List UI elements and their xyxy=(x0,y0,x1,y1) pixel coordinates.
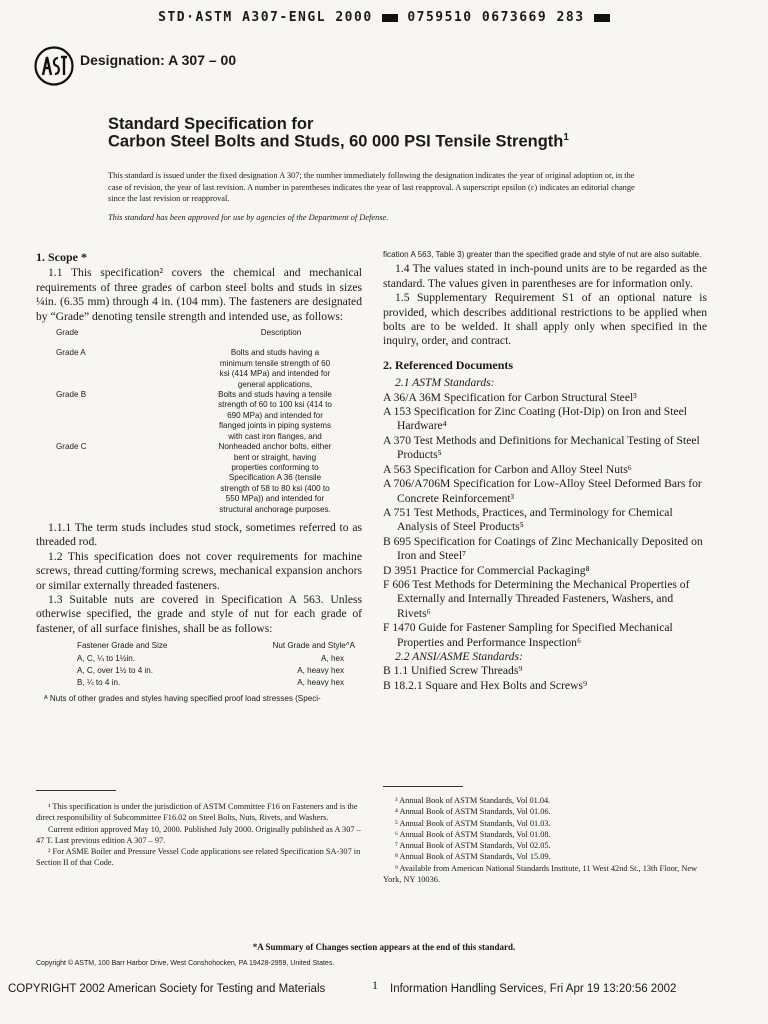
reference-item: A 153 Specification for Zinc Coating (Hot-Dip) on Iron and Steel Hardware⁴ xyxy=(383,405,687,433)
title-line-2 xyxy=(108,132,569,152)
fastener-header: Fastener Grade and Size xyxy=(77,641,168,651)
paragraph-1-1-1: 1.1.1 The term studs includes stud stock, sometimes referred to as threaded rod. xyxy=(36,520,362,549)
astm-standards-heading: 2.1 ASTM Standards: xyxy=(395,376,495,390)
reference-item: F 1470 Guide for Fastener Sampling for Specified Mechanical Properties and Performance Inspection⁶ xyxy=(383,621,673,649)
description-header: Description xyxy=(260,328,302,338)
nut-cell: A, heavy hex xyxy=(297,678,344,688)
reference-item: B 18.2.1 Square and Hex Bolts and Screws⁹ xyxy=(383,678,588,692)
title-text: Carbon Steel Bolts and Studs, 60 000 PSI Tensile Strength xyxy=(108,132,564,151)
copyright-notice: COPYRIGHT 2002 American Society for Testing and Materials xyxy=(8,983,326,995)
title-footnote-marker: 1 xyxy=(563,132,569,143)
description-cell: Bolts and studs having a tensile strength of 60 to 100 ksi (414 to 690 MPa) and intended for flanged joints in piping systems with cast iron flanges, and xyxy=(218,390,332,441)
table-row xyxy=(76,677,356,689)
title-line-1: Standard Specification for xyxy=(108,115,314,133)
footnote: Current edition approved May 10, 2000. Published July 2000. Originally published as A 307 – 47 T. Last previous edition A 307 – 97. xyxy=(36,824,361,845)
summary-of-changes-note: *A Summary of Changes section appears at the end of this standard. xyxy=(252,942,516,952)
footnote: ⁵ Annual Book of ASTM Standards, Vol 01.03. xyxy=(395,818,551,828)
black-bar xyxy=(382,14,398,22)
footnote-rule xyxy=(383,786,463,787)
reference-item: B 695 Specification for Coatings of Zinc Mechanically Deposited on Iron and Steel⁷ xyxy=(383,534,703,563)
scope-heading: 1. Scope * xyxy=(36,250,87,264)
paragraph-1-3: 1.3 Suitable nuts are covered in Specification A 563. Unless otherwise specified, the grade and style of nut for each grade of fastener, of all surface finishes, shall be as follows: xyxy=(36,592,362,635)
table-row xyxy=(56,348,356,390)
reference-item: A 706/A706M Specification for Low-Alloy Steel Deformed Bars for Concrete Reinforcement³ xyxy=(383,477,702,505)
paragraph-1-2: 1.2 This specification does not cover requirements for machine screws, thread cutting/forming screws, mechanical expansion anchors or similar externally threaded fasteners. xyxy=(36,549,362,592)
left-footnotes xyxy=(36,790,362,869)
referenced-documents-heading: 2. Referenced Documents xyxy=(383,357,514,372)
page-number: 1 xyxy=(372,978,378,992)
reference-item: A 751 Test Methods, Practices, and Terminology for Chemical Analysis of Steel Products⁵ xyxy=(383,505,673,534)
footnote: ³ Annual Book of ASTM Standards, Vol 01.04. xyxy=(395,796,551,805)
grade-header: Grade xyxy=(56,328,79,338)
table-row xyxy=(56,390,356,442)
footnote-rule xyxy=(36,790,116,791)
grade-table xyxy=(56,328,356,515)
nut-cell: A, hex xyxy=(321,653,344,663)
fastener-cell: B, ¼ to 4 in. xyxy=(77,678,121,688)
left-column xyxy=(36,250,362,704)
table-row xyxy=(76,665,356,677)
paragraph-1-1: 1.1 This specification² covers the chemical and mechanical requirements of three grades of carbon steel bolts and studs in sizes ¼in. (6.35 mm) through 4 in. (104 mm). The fasteners are designated by “Grade” denoting tensile strength and intended use, as follows: xyxy=(36,266,362,323)
right-column xyxy=(383,250,707,693)
description-cell: Bolts and studs having a minimum tensile strength of 60 ksi (414 MPa) and intended for general applications, xyxy=(219,348,331,389)
footnote: ⁷ Annual Book of ASTM Standards, Vol 02.05. xyxy=(395,841,551,851)
reference-item: D 3951 Practice for Commercial Packaging⁸ xyxy=(383,563,590,577)
paragraph-1-4: 1.4 The values stated in inch-pound units are to be regarded as the standard. The values given in parentheses are for information only. xyxy=(383,262,707,290)
nut-table-note: ᴬ Nuts of other grades and styles having specified proof load stresses (Speci- xyxy=(44,693,321,703)
footnote: ⁶ Annual Book of ASTM Standards, Vol 01.08. xyxy=(395,829,551,839)
code-line-text: STD·ASTM A307-ENGL 2000 xyxy=(158,10,373,25)
table-row xyxy=(76,653,356,665)
footnote: ⁸ Annual Book of ASTM Standards, Vol 15.09. xyxy=(395,852,551,862)
right-footnotes xyxy=(383,786,707,885)
reference-item: A 370 Test Methods and Definitions for Mechanical Testing of Steel Products⁵ xyxy=(383,433,700,462)
fastener-cell: A, C, ¼ to 1½in. xyxy=(77,653,136,663)
nut-cell: A, heavy hex xyxy=(297,666,344,675)
nut-header: Nut Grade and Style^A xyxy=(272,641,355,651)
nut-table xyxy=(76,640,356,690)
footnote: ⁹ Available from American National Standards Institute, 11 West 42nd St., 13th Floor, New York, NY 10036. xyxy=(383,863,697,885)
issuance-notice: This standard is issued under the fixed designation A 307; the number immediately following the designation indicates the year of original adoption or, in the case of revision, the year of last revision. A number in parentheses indicates the year of last reapproval. A superscript epsilon (ε) indicates an editorial change since the last revision or reapproval. xyxy=(108,171,635,203)
footnote: ⁴ Annual Book of ASTM Standards, Vol 01.06. xyxy=(395,807,551,817)
document-code-line xyxy=(0,10,768,25)
defense-approval-note: This standard has been approved for use by agencies of the Department of Defense. xyxy=(108,213,389,222)
reference-item: A 36/A 36M Specification for Carbon Structural Steel³ xyxy=(383,390,637,404)
footnote: ¹ This specification is under the jurisdiction of ASTM Committee F16 on Fasteners and is the direct responsibility of Subcommittee F16.02 on Steel Bolts, Nuts, Rivets, and Washers. xyxy=(36,802,358,823)
reference-item: B 1.1 Unified Screw Threads⁹ xyxy=(383,664,523,678)
paragraph-1-5: 1.5 Supplementary Requirement S1 of an optional nature is provided, which describes additional restrictions to be applied when bolts are to be welded. It shall apply only when specified in the inquiry, order, and contract. xyxy=(383,291,707,348)
information-handling-notice: Information Handling Services, Fri Apr 19 13:20:56 2002 xyxy=(390,983,677,995)
grade-cell: Grade A xyxy=(56,348,86,358)
fastener-cell: A, C, over 1½ to 4 in. xyxy=(77,666,154,675)
code-line-numbers: 0759510 0673669 283 xyxy=(407,10,585,25)
reference-item: A 563 Specification for Carbon and Alloy Steel Nuts⁶ xyxy=(383,462,632,476)
nut-note-continued: fication A 563, Table 3) greater than the specified grade and style of nut are also suitable. xyxy=(383,250,702,259)
grade-cell: Grade B xyxy=(56,390,87,400)
description-cell: Nonheaded anchor bolts, either bent or straight, having properties conforming to Specification A 36 (tensile strength of 58 to 80 ksi (400 to 550 MPa)) and intended for structural anchorage purposes. xyxy=(218,442,332,514)
designation: Designation: A 307 – 00 xyxy=(80,52,237,68)
ansi-standards-heading: 2.2 ANSI/ASME Standards: xyxy=(395,649,523,663)
copyright-line: Copyright © ASTM, 100 Barr Harbor Drive, West Conshohocken, PA 19428-2959, United States. xyxy=(36,960,335,967)
black-bar xyxy=(594,14,610,22)
astm-logo-icon xyxy=(34,46,74,86)
reference-item: F 606 Test Methods for Determining the Mechanical Properties of Externally and Internally Threaded Fasteners, Washers, and Rivets⁶ xyxy=(383,577,690,620)
table-row xyxy=(56,442,356,515)
footnote: ² For ASME Boiler and Pressure Vessel Code applications see related Specification SA-307 in Section II of that Code. xyxy=(36,847,361,868)
grade-cell: Grade C xyxy=(56,442,87,452)
